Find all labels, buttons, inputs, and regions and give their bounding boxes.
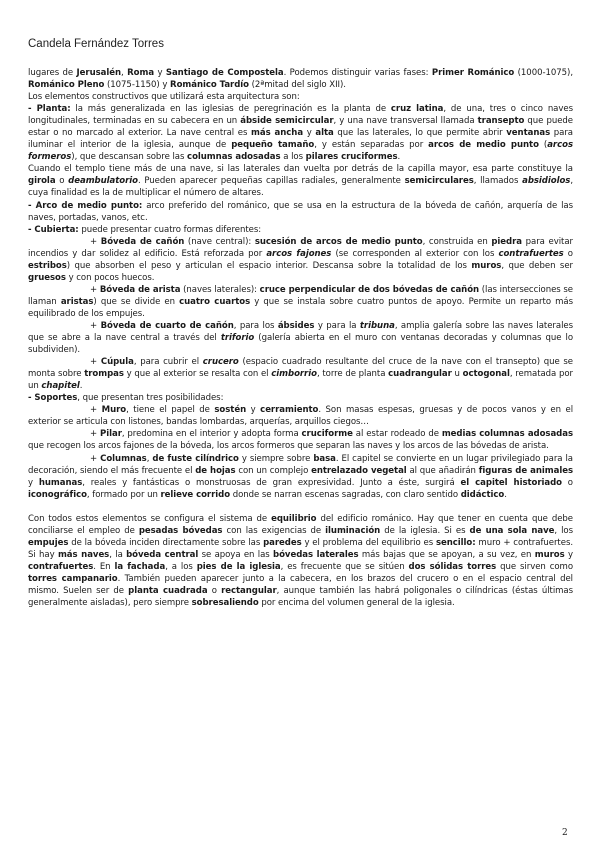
text-run: se apoya en las (198, 549, 274, 560)
text-run: (1075-1150) y (104, 80, 171, 91)
text-run: , y una nave transversal llamada (333, 116, 478, 127)
paragraph (28, 320, 573, 356)
text-run: por encima del volumen general de la iglesia. (258, 598, 455, 609)
text-run: , reales y fantásticas o monstruosas de gran expresividad. Junto a éste, surgirá (82, 477, 461, 488)
text-run: + (90, 357, 101, 368)
text-run: Cuando el templo tiene más de una nave, si las laterales dan vuelta por detrás de la capilla mayor, esa parte constituye la (28, 164, 573, 175)
text-run: , es frecuente que se sitúen (280, 561, 409, 572)
text-run: , para cubrir el (133, 357, 203, 368)
text-run-wrapper (271, 369, 317, 379)
text-run: cuatro cuartos (179, 296, 251, 307)
paragraph (28, 103, 573, 163)
paragraph (28, 224, 573, 236)
text-run: y que al exterior se resalta con el (123, 369, 272, 380)
text-run: absidiolos (522, 176, 571, 187)
text-run: , y están separadas por (314, 140, 429, 151)
text-run: bóveda central (126, 549, 199, 560)
paragraph (28, 453, 573, 501)
text-run: el capitel historiado (460, 477, 563, 488)
text-run: donde se narran escenas sagradas, con claro sentido (230, 489, 461, 500)
text-run: Bóveda de cañón (100, 236, 185, 247)
text-run: , que deben ser (501, 260, 574, 271)
text-run: . En (93, 561, 115, 572)
text-run: más naves (57, 549, 110, 560)
text-run: iluminación (325, 525, 381, 536)
text-run: planta cuadrada (128, 585, 208, 596)
text-run: alta (315, 128, 334, 139)
text-run: Jerusalén (76, 68, 122, 78)
text-run: y (28, 477, 39, 488)
text-run: . Pueden aparecer pequeñas capillas radiales, generalmente (137, 176, 405, 187)
text-run: y siempre sobre (238, 453, 314, 464)
text-run: muros (534, 549, 565, 560)
text-run: para iluminar el interior de la iglesia, aunque de (28, 128, 573, 151)
text-run: , amplia galería sobre las naves laterales que se abre a la nave central a través del (28, 320, 574, 344)
text-run: que sirven como (496, 561, 573, 572)
text-run: , que presentan tres posibilidades: (77, 393, 224, 404)
text-run: Columnas (100, 453, 147, 464)
text-run: piedra (491, 236, 523, 247)
text-run: equilibrio (271, 513, 317, 524)
text-run: , predomina en el interior y adopta forma (121, 429, 302, 440)
text-run: pesadas bóvedas (138, 525, 223, 536)
text-run: sobresaliendo (191, 598, 259, 609)
text-run: (nave central): (184, 236, 255, 247)
text-run: didáctico (460, 489, 505, 500)
text-run: aristas (60, 296, 94, 307)
text-run-wrapper (266, 249, 331, 259)
text-run: ábsides (277, 320, 315, 331)
text-run: . (504, 489, 507, 500)
text-run: ) que se divide en (93, 296, 180, 307)
text-run: Muro (101, 405, 127, 416)
text-run: y con pocos huecos. (65, 272, 155, 283)
text-run: más ancha (251, 128, 304, 139)
text-run: sostén (214, 405, 247, 416)
text-run: dos sólidas torres (408, 561, 497, 572)
paragraph (28, 200, 573, 224)
text-run: que recogen los arcos fajones de la bóveda, los arcos formeros que separan las naves y los arcos de las bóvedas de arista. (28, 441, 549, 452)
text-run: columnas adosadas (187, 152, 281, 163)
text-run: + (90, 236, 101, 247)
text-run: Roma (127, 68, 155, 78)
text-run: (se corresponden al exterior con los (331, 248, 499, 259)
text-run: (galería abierta en el muro con ventanas decoradas y columnas que lo subdividen). (28, 333, 573, 356)
text-run: Con todos estos elementos se configura el sistema de (28, 513, 272, 524)
text-run: o (55, 176, 69, 187)
paragraph-spacer (28, 501, 573, 513)
text-run: (naves laterales): (180, 284, 260, 295)
text-run: a los (280, 152, 306, 163)
text-run: Románico Tardío (170, 80, 249, 91)
text-run: deambulatorio (68, 176, 138, 187)
text-run: girola (28, 176, 56, 187)
text-run: Pilar (100, 429, 122, 440)
text-run: , para los (233, 320, 278, 331)
text-run: contrafuertes (498, 248, 564, 259)
text-run: , tiene el papel de (126, 405, 215, 416)
text-run: empujes (28, 537, 69, 548)
text-run: que puede estar o no marcado al exterior. La nave central es (28, 116, 573, 139)
text-run-wrapper (68, 176, 138, 186)
text-run: pequeño tamaño (231, 140, 315, 151)
text-run: tribuna (359, 320, 395, 331)
text-run: cruce perpendicular de dos bóvedas de cañón (259, 284, 480, 295)
text-run: arcos formeros (28, 140, 573, 163)
text-run: - Soportes (28, 393, 78, 404)
text-run: ) que absorben el peso y articulan el espacio interior. Descansa sobre la totalidad de los (66, 260, 472, 271)
text-run: del edificio románico. Hay que tener en cuenta que debe conciliarse el empleo de (28, 513, 573, 536)
text-run: figuras de animales (478, 465, 573, 476)
text-run: + (90, 453, 101, 464)
text-run: y (564, 549, 573, 560)
page-number: 2 (562, 828, 568, 838)
text-run: , construida en (422, 236, 492, 247)
paragraph (28, 356, 573, 392)
text-run-wrapper (203, 357, 239, 367)
text-run: muro + contrafuertes. Si hay (28, 537, 574, 560)
text-run: al que añadirán (406, 465, 479, 476)
text-run: torres campanario (28, 573, 118, 584)
text-run: ( (538, 140, 548, 151)
text-run-wrapper (498, 249, 563, 259)
text-run: basa (313, 453, 336, 464)
text-run: y que se instala sobre cuatro puntos de apoyo. Permite un reparto más equilibrado de los empujes. (28, 296, 574, 319)
text-run: con las exigencias de (222, 525, 326, 536)
paragraph (28, 428, 573, 452)
text-run: con un complejo (235, 465, 312, 476)
text-run: ventanas (506, 128, 551, 139)
paragraph (28, 163, 573, 199)
text-run: , aunque también las habrá poligonales o cilíndricas (éstas últimas generalmente aisladas), pero siempre (28, 585, 574, 609)
text-run: arcos fajones (266, 248, 332, 259)
paragraph (28, 392, 573, 404)
text-run: cruciforme (301, 429, 353, 440)
text-run: cimborrio (271, 369, 317, 380)
text-run: , (121, 68, 128, 78)
paragraph (28, 67, 573, 91)
text-run: , a los (165, 561, 197, 572)
text-run: Los elementos constructivos que utilizará esta arquitectura son: (28, 92, 300, 103)
text-run: , formado por un (86, 489, 161, 500)
text-run: de la bóveda inciden directamente sobre las (68, 537, 264, 548)
text-run: o (562, 477, 573, 488)
text-run: iconográfico (28, 489, 87, 500)
text-run: transepto (477, 116, 525, 127)
text-run: . (397, 152, 401, 163)
text-run: , (146, 453, 153, 464)
text-run: + (90, 429, 101, 440)
text-run: la fachada (114, 561, 166, 572)
text-run-wrapper (41, 381, 79, 391)
text-run: bóvedas laterales (273, 549, 359, 560)
text-run: crucero (202, 357, 239, 368)
text-run: (las intersecciones se llaman (28, 284, 574, 307)
text-run: . Podemos distinguir varias fases: (283, 68, 432, 78)
text-run: ), que descansan sobre las (71, 152, 188, 163)
text-run: y el problema del equilibrio es (301, 537, 436, 548)
text-run: al estar rodeado de (352, 429, 442, 440)
text-run: de la iglesia. Si es (380, 525, 470, 536)
page-header-author: Candela Fernández Torres (28, 38, 164, 50)
text-run: trompas (84, 369, 124, 380)
text-run: Bóveda de cuarto de cañón (100, 320, 234, 331)
text-run: estribos (28, 260, 67, 271)
text-run: o (563, 248, 573, 259)
text-run: , de una, tres o cinco naves longitudinales, terminadas en su cabecera en un (28, 104, 573, 127)
text-run-wrapper (360, 321, 395, 331)
text-run: Románico Pleno (28, 80, 105, 91)
text-run: + (90, 284, 100, 295)
text-run: . Son masas espesas, gruesas y de pocos vanos y en el exterior se articula con listones, bandas lombardas, arquerías, arquillos ciegos… (28, 405, 574, 428)
text-run: humanas (38, 477, 83, 488)
text-run: puede presentar cuatro formas diferentes: (78, 224, 262, 235)
text-run: o (207, 585, 222, 596)
text-run: , torre de planta (316, 369, 389, 380)
text-run: medias columnas adosadas (441, 429, 574, 440)
text-run: cerramiento (260, 405, 319, 416)
text-run: gruesos (28, 272, 66, 283)
text-run: pilares cruciformes (305, 152, 398, 163)
text-run: - Cubierta: (28, 224, 79, 235)
text-run: relieve corrido (160, 489, 231, 500)
text-run: que las laterales, lo que permite abrir (333, 128, 507, 139)
text-run: + (90, 405, 102, 416)
document-body (28, 67, 573, 609)
text-run: Cúpula (100, 357, 134, 368)
paragraph (28, 236, 573, 284)
text-run: octogonal (462, 369, 510, 380)
text-run: y (246, 405, 261, 416)
text-run: más bajas que se apoyan, a su vez, en (358, 549, 535, 560)
text-run: sencillo: (435, 537, 476, 548)
text-run: . El capitel se convierte en un lugar privilegiado para la decoración, siendo el más frecuente el (28, 453, 573, 476)
text-run: , cuya finalidad es la de multiplicar el número de altares. (28, 176, 573, 199)
text-run: , la (109, 549, 127, 560)
text-run: para evitar incendios y dar solidez al edificio. Está reforzada por (28, 236, 573, 259)
paragraph (28, 513, 573, 609)
text-run: cuadrangular (388, 369, 452, 380)
text-run: y (154, 68, 166, 78)
text-run: - Arco de medio punto: (28, 200, 143, 211)
text-run: cruz latina (390, 104, 444, 115)
text-run: ábside semicircular (240, 116, 334, 127)
text-run: la más generalizada en las iglesias de peregrinación es la planta de (70, 104, 391, 115)
text-run: lugares de (28, 68, 77, 78)
text-run: entrelazado vegetal (311, 465, 407, 476)
text-run: de una sola nave (469, 525, 555, 536)
paragraph (28, 91, 573, 103)
text-run: u (451, 369, 463, 380)
text-run: arcos de medio punto (428, 140, 539, 151)
text-run: , rematada por un (28, 369, 573, 392)
text-run: (2ªmitad del siglo XII). (248, 80, 346, 91)
text-run: arco preferido del románico, que se usa en la estructura de la bóveda de cañón, arquería de las naves, portadas, vanos, etc. (28, 200, 573, 223)
text-run: (espacio cuadrado resultante del cruce de la nave con el transepto) que se monta sobre (28, 357, 573, 380)
text-run: , los (554, 525, 574, 536)
text-run: contrafuertes (28, 561, 94, 572)
text-run: y para la (314, 320, 360, 331)
text-run: - Planta: (28, 104, 71, 115)
text-run: rectangular (221, 585, 277, 596)
text-run: Primer Románico (431, 68, 515, 78)
text-run: , llamados (473, 176, 523, 187)
text-run: Bóveda de arista (99, 284, 181, 295)
text-run: chapitel (41, 381, 80, 392)
text-run: (1000-1075), (514, 68, 574, 78)
text-run-wrapper (221, 333, 254, 343)
text-run: de hojas (195, 465, 236, 476)
text-run: sucesión de arcos de medio punto (254, 236, 423, 247)
paragraph (28, 284, 573, 320)
paragraph (28, 404, 573, 428)
text-run: . (79, 381, 83, 392)
text-run: semicirculares (404, 176, 474, 187)
text-run-wrapper (522, 176, 570, 186)
text-run: Santiago de Compostela (165, 68, 284, 78)
text-run: y (303, 128, 316, 139)
text-run: triforio (220, 333, 255, 344)
text-run: paredes (263, 537, 302, 548)
text-run: + (90, 320, 101, 331)
text-run: . También pueden aparecer junto a la cabecera, en los brazos del crucero o en el espacio central del mismo. Suelen ser de (28, 573, 573, 596)
text-run: pies de la iglesia (196, 561, 281, 572)
text-run: de fuste cilíndrico (152, 453, 239, 464)
text-run: muros (471, 260, 502, 271)
